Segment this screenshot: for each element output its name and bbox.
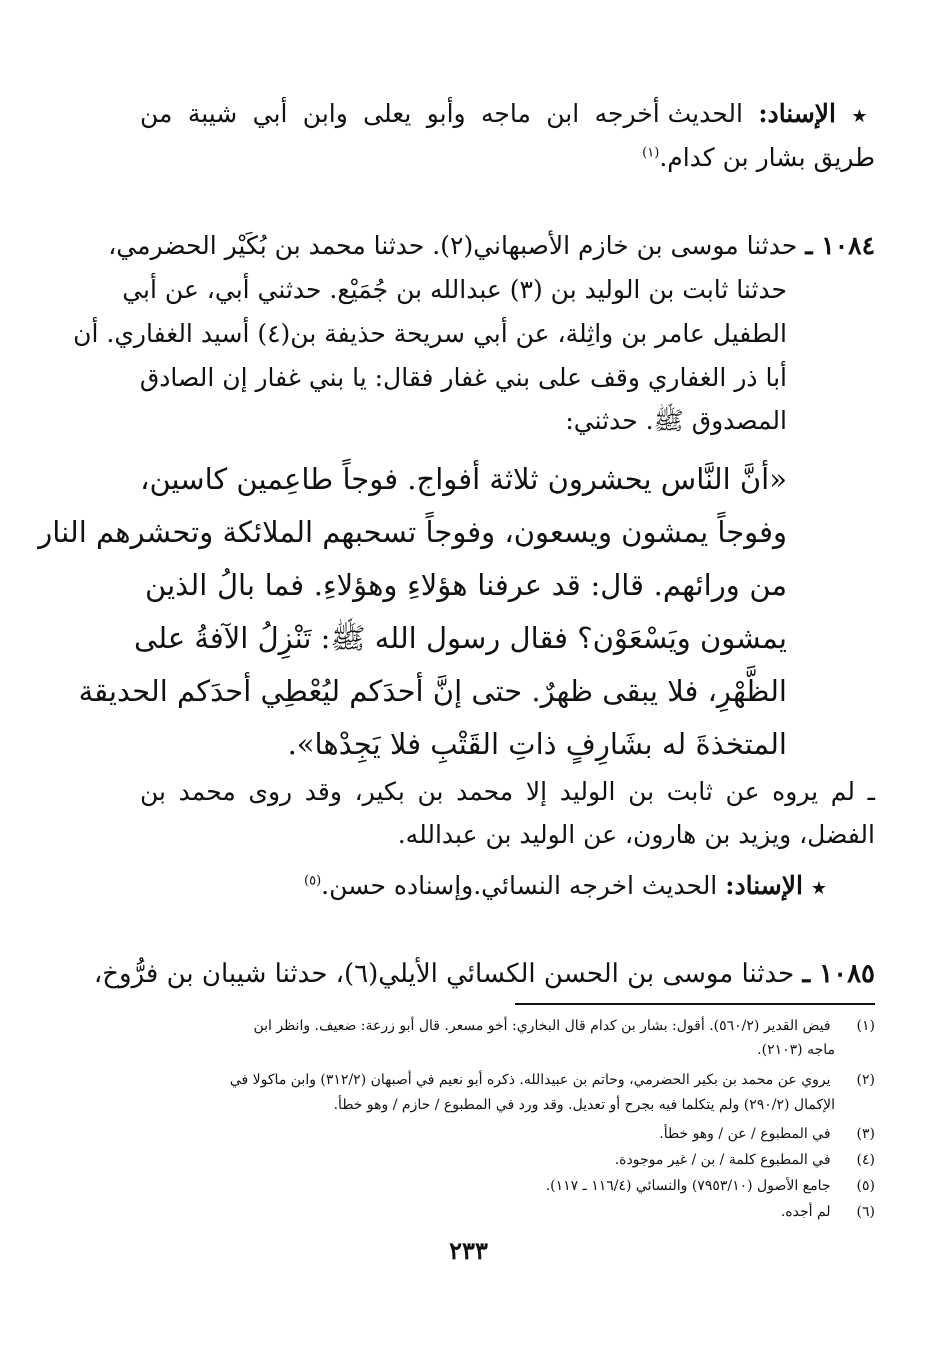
footnote-5: [135, 1175, 875, 1197]
footnote-text: الإكمال (٢٩٠/٢) ولم يتكلما فيه بجرح أو تعديل. وقد ورد في المطبوع / حازم / وهو خطأ.: [333, 1097, 835, 1113]
matn-text: يمشون ويَسْعَوْن؟ فقال رسول الله ﷺ: تَنْزِلُ الآفةُ على: [134, 621, 787, 655]
isnad-line-2: [140, 141, 875, 175]
footnote-text: لم أجده.: [780, 1204, 831, 1220]
footnote-2: [135, 1069, 875, 1091]
hadith-text: حدثنا موسى بن خازم الأصبهاني(٢). حدثنا محمد بن بُكَيْر الحضرمي،: [108, 231, 798, 260]
footnote-3: [135, 1123, 875, 1145]
hadith-text: المصدوق ﷺ. حدثني:: [565, 406, 787, 435]
matn-line-2: [38, 515, 787, 549]
hadith-1084-line-1: [108, 229, 875, 263]
footnote-divider: [515, 1003, 875, 1005]
note-text: الفضل، ويزيد بن هارون، عن الوليد بن عبدالله.: [397, 820, 875, 849]
footnote-marker: (٥): [304, 873, 322, 889]
matn-text: المتخذةَ له بشَارِفٍ ذاتِ القَتْبِ فلا يَجِدْها».: [287, 727, 787, 761]
hadith-1084-line-4: [140, 361, 787, 395]
hadith-1085-line: [93, 957, 875, 991]
footnote-4: [135, 1149, 875, 1171]
isnad-label: الإسناد:: [758, 99, 837, 128]
footnote-number: (٦): [856, 1204, 875, 1220]
footnote-text: فيض القدير (٥٦٠/٢). أقول: بشار بن كدام قال البخاري: أخو مسعر. قال أبو زرعة: ضعيف. وانظر ابن: [253, 1018, 831, 1034]
hadith-1084-line-3: [73, 317, 787, 351]
isnad-text-cont: طريق بشار بن كدام.: [659, 143, 875, 172]
footnote-text: جامع الأصول (٧٩٥٣/١٠) والنسائي (١١٦/٤ ـ ١١٧).: [545, 1178, 831, 1194]
footnote-6: [135, 1201, 875, 1223]
matn-text: من ورائهم. قال: قد عرفنا هؤلاءِ وهؤلاءِ. فما بالُ الذين: [145, 568, 787, 602]
hadith-text: حدثنا موسى بن الحسن الكسائي الأيلي(٦)، حدثنا شيبان بن فرُّوخ،: [93, 959, 795, 989]
footnote-text: في المطبوع كلمة / بن / غير موجودة.: [614, 1152, 831, 1168]
matn-text: وفوجاً يمشون ويسعون، وفوجاً تسحبهم الملائكة وتحشرهم النار: [38, 515, 787, 549]
matn-line-6: [145, 727, 787, 761]
isnad-text: الحديث أخرجه ابن ماجه وأبو يعلى وابن أبي شيبة من: [140, 99, 743, 128]
footnote-1-cont: [135, 1039, 835, 1061]
footnote-text: يروي عن محمد بن بكير الحضرمي، وحاتم بن عبيدالله. ذكره أبو نعيم في أصبهان (٣١٢/٢) وابن ماكولا في: [229, 1072, 831, 1088]
page-number: ٢٣٣: [449, 1236, 488, 1265]
isnad-line-1: [140, 97, 875, 134]
footnote-number: (٣): [856, 1126, 875, 1142]
hadith-text: الطفيل عامر بن واثِلة، عن أبي سريحة حذيفة بن(٤) أسيد الغفاري. أن: [73, 319, 787, 348]
hadith-1084-line-2: [122, 273, 787, 307]
footnote-1: [135, 1015, 875, 1037]
note-text: ـ لم يروه عن ثابت بن الوليد إلا محمد بن بكير، وقد روى محمد بن: [140, 777, 875, 806]
footnote-text: في المطبوع / عن / وهو خطأ.: [659, 1126, 831, 1142]
matn-line-1: [140, 462, 787, 496]
footnote-number: (٤): [856, 1152, 875, 1168]
note-line-1: [140, 775, 875, 809]
matn-line-4: [134, 621, 787, 655]
hadith-number: ١٠٨٥ ـ: [802, 959, 875, 989]
footnote-text: ماجه (٢١٠٣).: [757, 1042, 835, 1058]
matn-line-5: [78, 674, 787, 708]
isnad-text: الحديث اخرجه النسائي.وإسناده حسن.: [321, 871, 718, 900]
footnote-marker: (١): [642, 145, 660, 161]
matn-text: الظَّهْرِ، فلا يبقى ظهرٌ. حتى إنَّ أحدَكم ليُعْطِي أحدَكم الحديقة: [78, 674, 787, 708]
matn-text: «أنَّ النَّاس يحشرون ثلاثة أفواج. فوجاً طاعِمين كاسين،: [140, 462, 787, 496]
hadith-number: ١٠٨٤ ـ: [805, 231, 875, 260]
hadith-1084-line-5: [140, 404, 787, 438]
star-icon: ★: [810, 878, 827, 899]
hadith-text: أبا ذر الغفاري وقف على بني غفار فقال: يا بني غفار إن الصادق: [139, 363, 787, 392]
hadith-text: حدثنا ثابت بن الوليد بن (٣) عبدالله بن جُمَيْع. حدثني أبي، عن أبي: [122, 275, 787, 304]
footnote-number: (١): [856, 1018, 875, 1034]
star-icon: ★: [851, 106, 876, 127]
footnote-2-cont: [135, 1094, 835, 1116]
isnad-label: الإسناد:: [725, 871, 803, 900]
isnad-2-line: [140, 869, 827, 906]
footnote-number: (٥): [856, 1178, 875, 1194]
note-line-2: [140, 818, 875, 852]
footnote-number: (٢): [856, 1072, 875, 1088]
matn-line-3: [145, 568, 787, 602]
